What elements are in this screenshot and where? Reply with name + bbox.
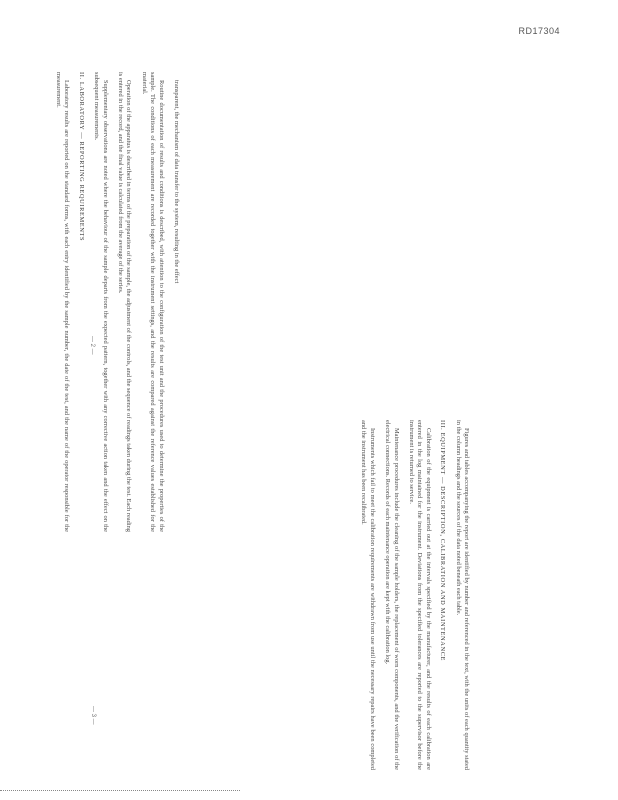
paragraph: Routine documentation of results and conditions is described, with attention to the configuration of the test unit and the procedures used to determine the properties of the sample. The conditions of each measurement are recorded together with the instrument settings, and the results are compared against the reference values established for the material. (140, 72, 165, 532)
paragraph: transparent, the mechanism of data transfer to the system, resulting in the effect (173, 80, 180, 284)
paragraph: Instruments which fail to meet the calibration requirements are withdrawn from use until the necessary repairs have been completed and the instrument has been recalibrated. (360, 420, 376, 770)
right-text-column (320, 420, 470, 770)
paragraph: Operation of the apparatus is described in terms of the preparation of the sample, the adjustment of the controls, and the sequence of readings taken during the test. Each reading is entered in the record, and the final value is calculated from the average of the series. (116, 72, 133, 532)
page-number: — 2 — (89, 336, 95, 355)
section-heading: III. EQUIPMENT — DESCRIPTION, CALIBRATION AND MAINTENANCE (439, 420, 447, 662)
paragraph: Calibration of the equipment is carried out at the intervals specified by the manufacturer, and the results of each calibration are entered in the log maintained for the instrument. Deviations from the specified tolerances are reported to the supervisor before the instrument is returned to service. (407, 420, 432, 770)
paragraph: Laboratory results are reported on the standard forms, with each entry identified by the sample number, the date of the test, and the name of the operator responsible for the measurement. (54, 72, 71, 532)
paragraph: Figures and tables accompanying the report are identified by number and referenced in the text, with the units of each quantity stated in the column headings and the sources of the data noted beneath each table. (454, 420, 470, 770)
page-number: — 3 — (90, 706, 96, 725)
left-text-column (55, 72, 180, 532)
paragraph: Supplementary observations are noted where the behaviour of the sample departs from the expected pattern, together with any corrective action taken and the effect on the subsequent measurements. (93, 72, 109, 532)
document-id: RD17304 (518, 26, 560, 36)
paragraph: Maintenance procedures include the cleaning of the sample holders, the replacement of worn components, and the verification of the electrical connections. Records of each maintenance operation are kept with the calibration log. (384, 420, 400, 770)
footer-dotted-rule (0, 790, 240, 791)
section-heading: II. LABORATORY — REPORTING REQUIREMENTS (77, 72, 85, 242)
